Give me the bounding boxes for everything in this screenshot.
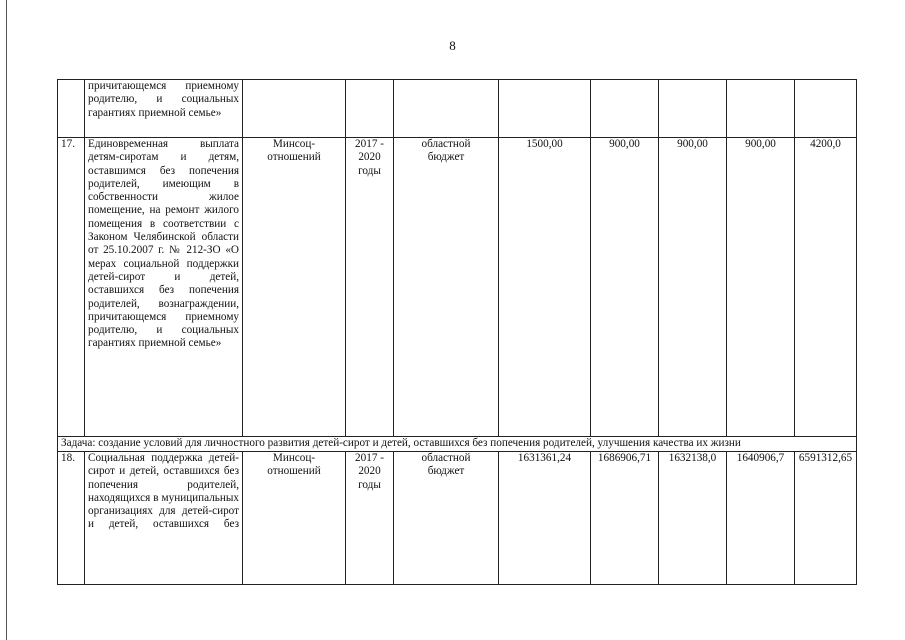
amount-2020: 900,00 bbox=[727, 138, 795, 437]
amount-2017 bbox=[499, 80, 591, 138]
funding-source: областной бюджет bbox=[394, 138, 499, 437]
period: 2017 - 2020 годы bbox=[346, 452, 394, 585]
executor bbox=[243, 80, 346, 138]
amount-2020: 1640906,7 bbox=[727, 452, 795, 585]
measure-name: причитающемся приемному родителю, и социальных гарантиях приемной семье» bbox=[85, 80, 243, 138]
task-row bbox=[58, 437, 857, 452]
amount-total bbox=[795, 80, 857, 138]
table-row bbox=[58, 80, 857, 138]
period bbox=[346, 80, 394, 138]
measure-name: Социальная поддержка детей-сирот и детей, оставшихся без попечения родителей, находящихся в муниципальных организациях для детей-сирот и детей, оставшихся без bbox=[85, 452, 243, 585]
measure-name: Единовременная выплата детям-сиротам и детям, оставшимся без попечения родителей, имеющим в собственности жилое помещение, на ремонт жилого помещения в соответствии с Законом Челябинской области от 25.10.2007 г. № 212-ЗО «О мерах социальной поддержки детей-сирот и детей, оставшихся без попечения родителей, вознаграждении, причитающемся приемному родителю, и социальных гарантиях приемной семье» bbox=[85, 138, 243, 437]
row-number: 17. bbox=[58, 138, 85, 437]
amount-2019: 1632138,0 bbox=[659, 452, 727, 585]
row-number bbox=[58, 80, 85, 138]
amount-2019 bbox=[659, 80, 727, 138]
executor: Минсоц- отношений bbox=[243, 138, 346, 437]
amount-2019: 900,00 bbox=[659, 138, 727, 437]
amount-2018 bbox=[591, 80, 659, 138]
funding-source: областной бюджет bbox=[394, 452, 499, 585]
executor: Минсоц- отношений bbox=[243, 452, 346, 585]
page-number: 8 bbox=[449, 38, 456, 53]
period: 2017 - 2020 годы bbox=[346, 138, 394, 437]
amount-2017: 1631361,24 bbox=[499, 452, 591, 585]
row-number: 18. bbox=[58, 452, 85, 585]
program-table bbox=[57, 79, 857, 585]
funding-source bbox=[394, 80, 499, 138]
amount-2018: 1686906,71 bbox=[591, 452, 659, 585]
scan-left-edge bbox=[6, 0, 7, 640]
table-row bbox=[58, 452, 857, 585]
amount-2020 bbox=[727, 80, 795, 138]
amount-total: 4200,0 bbox=[795, 138, 857, 437]
task-description: Задача: создание условий для личностного развития детей-сирот и детей, оставшихся без попечения родителей, улучшения качества их жизни bbox=[58, 437, 857, 452]
amount-total: 6591312,65 bbox=[795, 452, 857, 585]
amount-2018: 900,00 bbox=[591, 138, 659, 437]
table-row bbox=[58, 138, 857, 437]
amount-2017: 1500,00 bbox=[499, 138, 591, 437]
